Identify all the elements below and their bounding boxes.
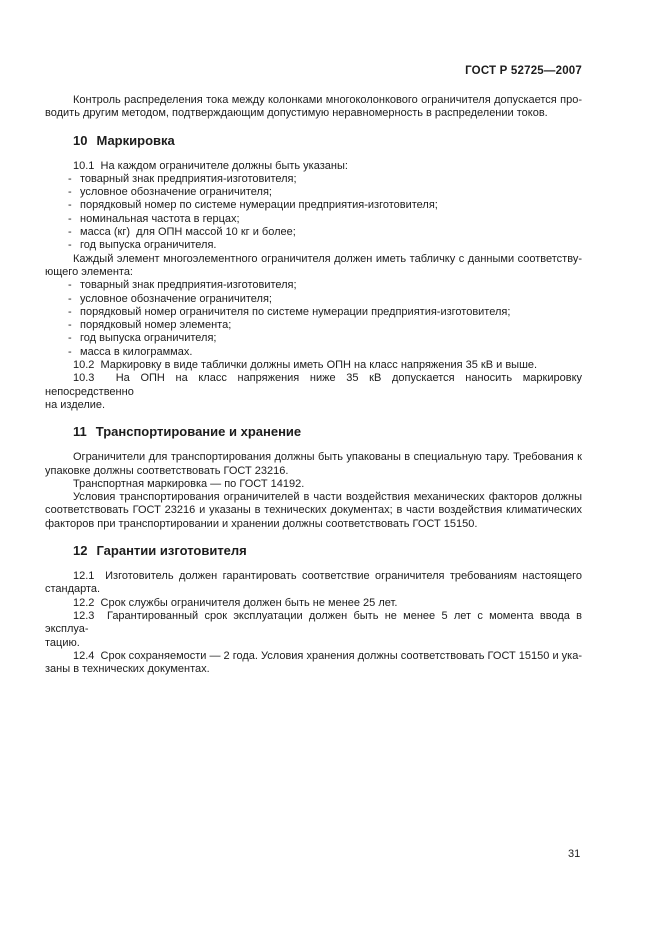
list-marker: - (68, 226, 72, 239)
text-line: факторов при транспортировании и хранении должны соответствовать ГОСТ 15150. (45, 517, 478, 530)
paragraph (45, 359, 582, 372)
paragraph (45, 491, 582, 531)
paragraph (45, 451, 582, 478)
text-line: 10.3 На ОПН на класс напряжения ниже 35 кВ допускается наносить маркировку непосредственно (45, 372, 582, 398)
list-item (45, 226, 582, 239)
list-item (45, 293, 582, 306)
list-item (45, 319, 582, 332)
paragraph (45, 610, 582, 650)
list-marker: - (68, 332, 72, 345)
list-marker: - (68, 305, 72, 318)
text-line: тацию. (45, 636, 80, 649)
text-line: 12.2 Срок службы ограничителя должен быть не менее 25 лет. (73, 596, 398, 609)
list-item-text: масса (кг) для ОПН массой 10 кг и более; (80, 226, 296, 239)
list-item (45, 279, 582, 292)
text-line: ющего элемента: (45, 265, 133, 278)
text-line: водить другим методом, подтверждающим допустимую неравномерность в распределении токов. (45, 107, 548, 120)
list-marker: - (68, 239, 72, 252)
paragraph (45, 253, 582, 280)
list-item (45, 306, 582, 319)
list-marker: - (68, 186, 72, 199)
list-item (45, 332, 582, 345)
paragraph (45, 94, 582, 121)
list-item-text: масса в килограммах. (80, 345, 193, 358)
document-content (45, 94, 582, 676)
list-item-text: товарный знак предприятия-изготовителя; (80, 279, 297, 292)
section-number: 12 (73, 543, 88, 559)
list-item-text: товарный знак предприятия-изготовителя; (80, 172, 297, 185)
text-line: заны в технических документах. (45, 663, 210, 676)
section-heading (73, 423, 582, 440)
list-item (45, 173, 582, 186)
list-marker: - (68, 172, 72, 185)
section-number: 10 (73, 132, 88, 148)
text-line: 12.4 Срок сохраняемости — 2 года. Условия хранения должны соответствовать ГОСТ 15150 и ука- (73, 649, 582, 662)
section-heading (73, 132, 582, 149)
paragraph (45, 372, 582, 412)
text-line: 10.1 На каждом ограничителе должны быть указаны: (73, 159, 348, 172)
running-header: ГОСТ Р 52725—2007 (465, 65, 582, 77)
section-number: 11 (73, 424, 87, 440)
list-item (45, 186, 582, 199)
paragraph (45, 650, 582, 677)
list-item (45, 213, 582, 226)
paragraph (45, 478, 582, 491)
list-marker: - (68, 292, 72, 305)
list-marker: - (68, 212, 72, 225)
text-line: на изделие. (45, 398, 106, 411)
page-number: 31 (568, 848, 581, 860)
text-line: 10.2 Маркировку в виде таблички должны иметь ОПН на класс напряжения 35 кВ и выше. (73, 359, 538, 372)
paragraph (45, 597, 582, 610)
list-item-text: порядковый номер ограничителя по системе нумерации предприятия-изготовителя; (80, 305, 511, 318)
list-item-text: год выпуска ограничителя; (80, 332, 217, 345)
list-marker: - (68, 345, 72, 358)
text-line: 12.3 Гарантированный срок эксплуатации должен быть не менее 5 лет с момента ввода в эксплуа- (45, 609, 582, 636)
text-line: Ограничители для транспортирования должны быть упакованы в специальную тару. Требования к (73, 451, 582, 464)
text-line: стандарта. (45, 583, 101, 596)
list-marker: - (68, 199, 72, 212)
list-item (45, 199, 582, 212)
list-marker: - (68, 279, 72, 292)
list-item (45, 346, 582, 359)
list-item-text: номинальная частота в герцах; (80, 212, 240, 225)
section-heading (73, 542, 582, 559)
list-item-text: год выпуска ограничителя. (80, 239, 217, 252)
paragraph (45, 570, 582, 597)
text-line: Транспортная маркировка — по ГОСТ 14192. (73, 477, 305, 490)
text-line: 12.1 Изготовитель должен гарантировать соответствие ограничителя требованиям настоящего (73, 570, 582, 583)
list-item-text: условное обозначение ограничителя; (80, 292, 272, 305)
text-line: Контроль распределения тока между колонками многоколонкового ограничителя допускается про- (73, 94, 582, 106)
section-title: Маркировка (96, 132, 175, 148)
list-item-text: условное обозначение ограничителя; (80, 186, 272, 199)
paragraph (45, 160, 582, 173)
text-line: Условия транспортирования ограничителей в части воздействия механических факторов должны (73, 491, 582, 504)
list-item-text: порядковый номер элемента; (80, 319, 232, 332)
text-line: Каждый элемент многоэлементного ограничителя должен иметь табличку с данными соответству- (73, 252, 582, 265)
list-marker: - (68, 319, 72, 332)
section-title: Транспортирование и хранение (95, 424, 302, 440)
text-line: упаковке должны соответствовать ГОСТ 23216. (45, 464, 289, 477)
text-line: соответствовать ГОСТ 23216 и указаны в технических документах; в части воздействия климатических (45, 504, 582, 517)
list-item (45, 239, 582, 252)
list-item-text: порядковый номер по системе нумерации предприятия-изготовителя; (80, 199, 438, 212)
section-title: Гарантии изготовителя (96, 543, 247, 559)
